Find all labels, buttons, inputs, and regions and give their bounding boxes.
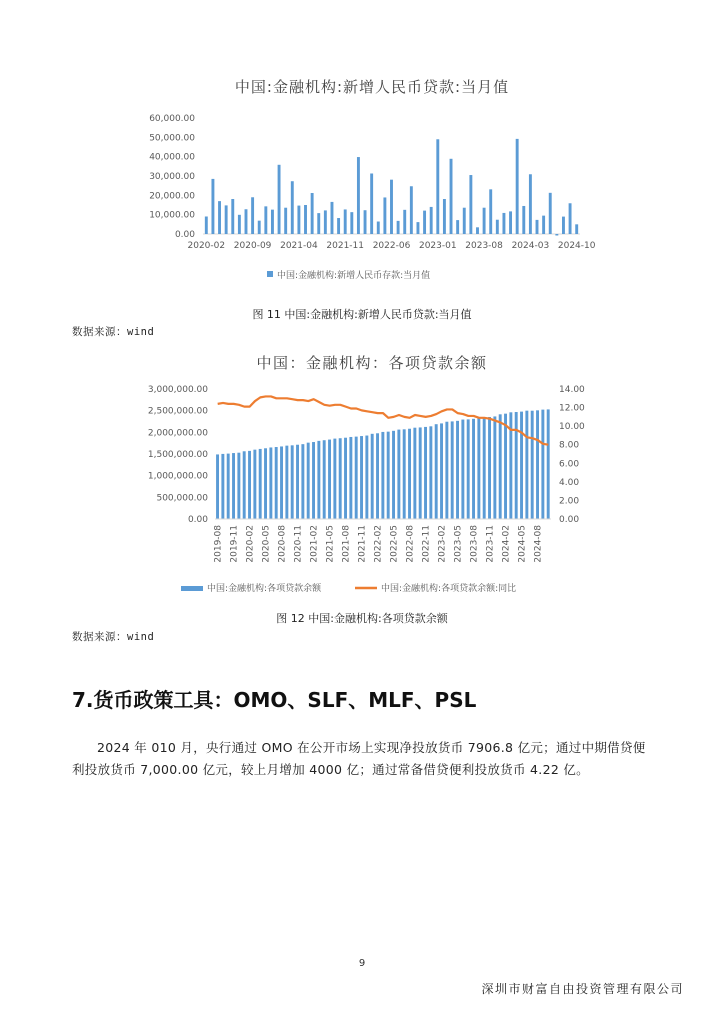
bar (237, 453, 240, 519)
bar (323, 440, 326, 519)
bar (211, 179, 214, 234)
bar (520, 412, 523, 519)
bar (440, 423, 443, 519)
bar (324, 210, 327, 234)
bar (344, 438, 347, 519)
x-tick-label: 2020-09 (233, 241, 272, 251)
y-left-tick-label: 2,000,000.00 (147, 428, 208, 439)
bar (525, 411, 528, 519)
bar (349, 437, 352, 519)
bar (467, 419, 470, 519)
bar (522, 206, 525, 234)
bar (536, 410, 539, 519)
bar (392, 431, 395, 519)
bar (569, 203, 572, 234)
bar (463, 208, 466, 234)
bar (328, 440, 331, 519)
x-tick-label: 2022-06 (372, 241, 411, 251)
x-tick-label: 2024-08 (533, 525, 544, 563)
y-left-tick-label: 1,500,000.00 (147, 450, 208, 460)
bar (549, 193, 552, 234)
bar (365, 436, 368, 519)
bar (419, 427, 422, 519)
y-left-tick-label: 1,000,000.00 (147, 471, 208, 482)
bar (333, 439, 336, 519)
bar (383, 197, 386, 234)
bar (430, 207, 433, 234)
bar (259, 449, 262, 519)
bar (403, 210, 406, 234)
bar (251, 197, 254, 234)
bar (317, 441, 320, 519)
bar (331, 202, 334, 234)
bar (387, 432, 390, 519)
bar (536, 220, 539, 234)
chart-loan-balance (0, 348, 724, 612)
bar (278, 165, 281, 234)
bar (456, 421, 459, 519)
chart-title: 中国：金融机构：各项贷款余额 (256, 354, 488, 372)
legend-label-line: 中国:金融机构:各项贷款余额:同比 (381, 584, 517, 594)
bar (488, 417, 491, 519)
y-right-tick-label: 12.00 (559, 403, 585, 414)
y-left-tick-label: 0.00 (187, 515, 208, 525)
bar (297, 206, 300, 234)
bar (499, 414, 502, 519)
bar (232, 453, 235, 519)
company-name: 深圳市财富自由投资管理有限公司 (481, 982, 684, 996)
bar (472, 419, 475, 519)
x-tick-label: 2020-05 (261, 525, 272, 563)
figure-11-source: 数据来源：wind (72, 326, 155, 338)
bar (504, 414, 507, 519)
bar (562, 217, 565, 234)
legend-swatch-bar (181, 586, 203, 591)
bar (531, 411, 534, 519)
figure-12-caption: 图 12 中国:金融机构:各项贷款余额 (276, 612, 448, 625)
legend-label-bar: 中国:金融机构:各项贷款余额 (207, 584, 322, 594)
bar (339, 438, 342, 519)
bar (424, 427, 427, 519)
y-right-tick-label: 10.00 (559, 422, 585, 433)
bar (337, 218, 340, 234)
bar (205, 216, 208, 234)
chart-title: 中国:金融机构:新增人民币贷款:当月值 (234, 78, 510, 96)
page-number: 9 (358, 958, 366, 969)
bar (225, 205, 228, 234)
y-right-tick-label: 8.00 (559, 440, 580, 451)
bar (285, 446, 288, 519)
x-tick-label: 2022-11 (421, 525, 432, 563)
bar (304, 205, 307, 234)
y-tick-label: 50,000.00 (149, 133, 195, 144)
x-tick-label: 2020-08 (277, 525, 288, 563)
bar (429, 426, 432, 519)
bar (423, 211, 426, 234)
x-tick-label: 2022-08 (405, 525, 416, 563)
bar (483, 208, 486, 234)
y-tick-label: 60,000.00 (149, 114, 195, 124)
x-tick-label: 2021-11 (326, 241, 365, 251)
bar (547, 409, 550, 519)
bar (476, 227, 479, 234)
x-tick-label: 2019-11 (229, 525, 240, 563)
bar (451, 421, 454, 519)
y-right-tick-label: 14.00 (559, 385, 585, 395)
bar (489, 189, 492, 234)
bar (515, 412, 518, 519)
bar (410, 186, 413, 234)
y-right-tick-label: 0.00 (559, 515, 580, 525)
y-right-tick-label: 2.00 (559, 496, 580, 507)
bar (264, 206, 267, 234)
x-tick-label: 2022-05 (389, 525, 400, 563)
bar (227, 454, 230, 519)
y-tick-label: 0.00 (174, 230, 195, 240)
bar (413, 428, 416, 519)
bar (355, 437, 358, 519)
bar (542, 216, 545, 234)
bar (461, 420, 464, 519)
bar (243, 451, 246, 519)
x-tick-label: 2019-08 (213, 525, 224, 563)
bar (248, 451, 251, 519)
bar (376, 433, 379, 519)
x-tick-label: 2020-02 (245, 525, 256, 563)
bar (312, 442, 315, 519)
y-tick-label: 30,000.00 (149, 172, 195, 182)
bar (575, 224, 578, 234)
bar (390, 180, 393, 234)
bar (443, 199, 446, 234)
x-tick-label: 2024-02 (501, 525, 512, 563)
bar (397, 221, 400, 234)
bar (450, 159, 453, 234)
bar (311, 193, 314, 234)
section-heading: 7.货币政策工具：OMO、SLF、MLF、PSL (72, 688, 477, 712)
chart-new-loans (0, 70, 724, 299)
bar (456, 220, 459, 234)
legend-swatch (267, 271, 273, 277)
bar (477, 418, 480, 519)
bar (403, 429, 406, 519)
bar (301, 444, 304, 519)
bar (483, 417, 486, 519)
y-right-tick-label: 6.00 (559, 459, 580, 470)
bar (516, 139, 519, 234)
bar (271, 210, 274, 234)
y-left-tick-label: 500,000.00 (156, 493, 208, 504)
bar (541, 410, 544, 519)
bar (253, 450, 256, 519)
x-tick-label: 2020-11 (293, 525, 304, 563)
bar (555, 234, 558, 235)
bar (296, 445, 299, 519)
bar (218, 201, 221, 234)
bar (280, 446, 283, 519)
bar (291, 181, 294, 234)
bar (509, 211, 512, 234)
bar (284, 208, 287, 234)
bar (445, 422, 448, 519)
x-tick-label: 2023-08 (469, 525, 480, 563)
bar (344, 209, 347, 234)
bar (221, 454, 224, 519)
bar (436, 139, 439, 234)
chart-loan-balance-svg (0, 348, 724, 608)
y-tick-label: 20,000.00 (149, 191, 195, 202)
bar (502, 213, 505, 234)
x-tick-label: 2021-08 (341, 525, 352, 563)
bar (275, 447, 278, 519)
chart-new-loans-svg (0, 70, 724, 295)
bar (417, 222, 420, 234)
x-tick-label: 2024-03 (511, 241, 550, 251)
x-tick-label: 2021-04 (280, 241, 318, 251)
bar (269, 447, 272, 519)
bar (216, 454, 219, 519)
bar (371, 434, 374, 519)
y-tick-label: 40,000.00 (149, 152, 195, 163)
bar (397, 430, 400, 519)
bar (408, 429, 411, 519)
bar (307, 443, 310, 519)
bar (493, 416, 496, 519)
bar (291, 445, 294, 519)
x-tick-label: 2020-02 (187, 241, 226, 251)
bar (360, 436, 363, 519)
x-tick-label: 2021-02 (309, 525, 320, 563)
bar (435, 424, 438, 519)
bar (357, 157, 360, 234)
figure-12-source: 数据来源：wind (72, 631, 155, 643)
x-tick-label: 2021-11 (357, 525, 368, 563)
bar (264, 448, 267, 519)
bar (377, 222, 380, 234)
x-tick-label: 2024-10 (557, 241, 596, 251)
x-tick-label: 2023-01 (418, 241, 457, 251)
x-tick-label: 2024-05 (517, 525, 528, 563)
x-tick-label: 2022-02 (373, 525, 384, 563)
bar (238, 215, 241, 234)
bar (231, 199, 234, 234)
bar (529, 174, 532, 234)
section-paragraph: 2024 年 010 月，央行通过 OMO 在公开市场上实现净投放货币 7906.8 亿元；通过中期借贷便利投放货币 7,000.00 亿元，较上月增加 4000 亿；通过常备借贷便利投放货币 4.22 亿。 (72, 740, 646, 777)
bar (350, 212, 353, 234)
bar (258, 221, 261, 234)
bar (245, 209, 248, 234)
figure-11-caption: 图 11 中国:金融机构:新增人民币贷款:当月值 (252, 308, 472, 321)
x-tick-label: 2023-08 (465, 241, 503, 251)
bar (469, 175, 472, 234)
x-tick-label: 2023-05 (453, 525, 464, 563)
bar (364, 210, 367, 234)
x-tick-label: 2023-02 (437, 525, 448, 563)
bar (496, 220, 499, 234)
x-tick-label: 2021-05 (325, 525, 336, 563)
y-right-tick-label: 4.00 (559, 477, 580, 488)
y-left-tick-label: 2,500,000.00 (147, 406, 208, 417)
bar (317, 213, 320, 234)
legend-label: 中国:金融机构:新增人民币存款:当月值 (277, 271, 431, 281)
y-left-tick-label: 3,000,000.00 (147, 385, 208, 395)
bar (381, 432, 384, 519)
y-tick-label: 10,000.00 (149, 210, 195, 221)
x-tick-label: 2023-11 (485, 525, 496, 563)
bar (370, 173, 373, 234)
